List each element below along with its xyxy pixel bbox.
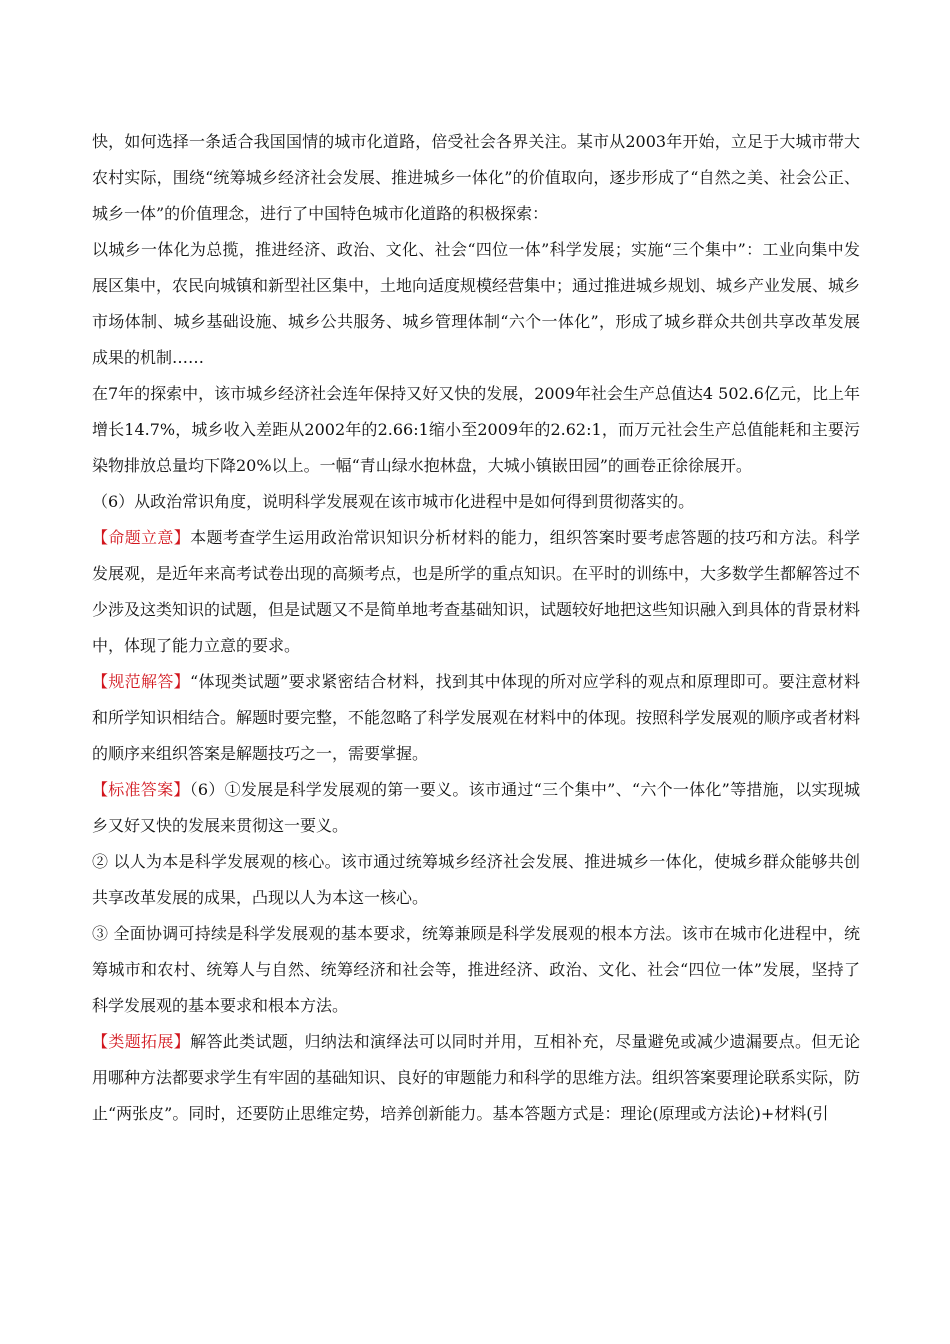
- question-6: （6）从政治常识角度，说明科学发展观在该市城市化进程中是如何得到贯彻落实的。: [92, 492, 695, 511]
- paragraph-intro: 快，如何选择一条适合我国国情的城市化道路，倍受社会各界关注。某市从2003年开始，立足于大城市带大农村实际，围绕“统筹城乡经济社会发展、推进城乡一体化”的价值取向，逐步形成了“自然之美、社会公正、城乡一体”的价值理念，进行了中国特色城市化道路的积极探索：: [92, 132, 860, 223]
- section-intent-tag: 【命题立意】: [92, 528, 191, 547]
- answer-point-3: ③ 全面协调可持续是科学发展观的基本要求，统筹兼顾是科学发展观的根本方法。该市在城市化进程中，统筹城市和农村、统筹人与自然、统筹经济和社会等，推进经济、政治、文化、社会“四位一体”发展，坚持了科学发展观的基本要求和根本方法。: [92, 924, 860, 1015]
- section-solution-tag: 【规范解答】: [92, 672, 190, 691]
- section-answer-tag: 【标准答案】: [92, 780, 190, 799]
- section-answer-text: （6）①发展是科学发展观的第一要义。该市通过“三个集中”、“六个一体化”等措施，以实现城乡又好又快的发展来贯彻这一要义。: [92, 780, 860, 835]
- section-intent-text: 本题考查学生运用政治常识知识分析材料的能力，组织答案时要考虑答题的技巧和方法。科学发展观，是近年来高考试卷出现的高频考点，也是所学的重点知识。在平时的训练中，大多数学生都解答过不少涉及这类知识的试题，但是试题又不是简单地考查基础知识，试题较好地把这些知识融入到具体的背景材料中，体现了能力立意的要求。: [92, 528, 861, 655]
- section-solution: [92, 664, 860, 772]
- section-extension-text: 解答此类试题，归纳法和演绎法可以同时并用，互相补充，尽量避免或减少遗漏要点。但无论用哪种方法都要求学生有牢固的基础知识、良好的审题能力和科学的思维方法。组织答案要理论联系实际，防止“两张皮”。同时，还要防止思维定势，培养创新能力。基本答题方式是：理论(原理或方法论)+材料(引: [92, 1032, 861, 1123]
- paragraph-results: 在7年的探索中，该市城乡经济社会连年保持又好又快的发展，2009年社会生产总值达4 502.6亿元，比上年增长14.7%，城乡收入差距从2002年的2.66:1缩小至2009年的2.62:1，而万元社会生产总值能耗和主要污染物排放总量均下降20%以上。一幅“青山绿水抱林盘，大城小镇嵌田园”的画卷正徐徐展开。: [92, 384, 860, 475]
- section-extension-tag: 【类题拓展】: [92, 1032, 191, 1051]
- section-answer: [92, 772, 860, 844]
- paragraph-measures: 以城乡一体化为总揽，推进经济、政治、文化、社会“四位一体”科学发展；实施“三个集中”：工业向集中发展区集中，农民向城镇和新型社区集中，土地向适度规模经营集中；通过推进城乡规划、城乡产业发展、城乡市场体制、城乡基础设施、城乡公共服务、城乡管理体制“六个一体化”，形成了城乡群众共创共享改革发展成果的机制……: [92, 240, 861, 367]
- section-extension: [92, 1024, 860, 1132]
- answer-point-2: ② 以人为本是科学发展观的核心。该市通过统筹城乡经济社会发展、推进城乡一体化，使城乡群众能够共创共享改革发展的成果，凸现以人为本这一核心。: [92, 852, 860, 907]
- section-solution-text: “体现类试题”要求紧密结合材料，找到其中体现的所对应学科的观点和原理即可。要注意材料和所学知识相结合。解题时要完整，不能忽略了科学发展观在材料中的体现。按照科学发展观的顺序或者材料的顺序来组织答案是解题技巧之一，需要掌握。: [92, 672, 861, 763]
- section-intent: [92, 520, 860, 664]
